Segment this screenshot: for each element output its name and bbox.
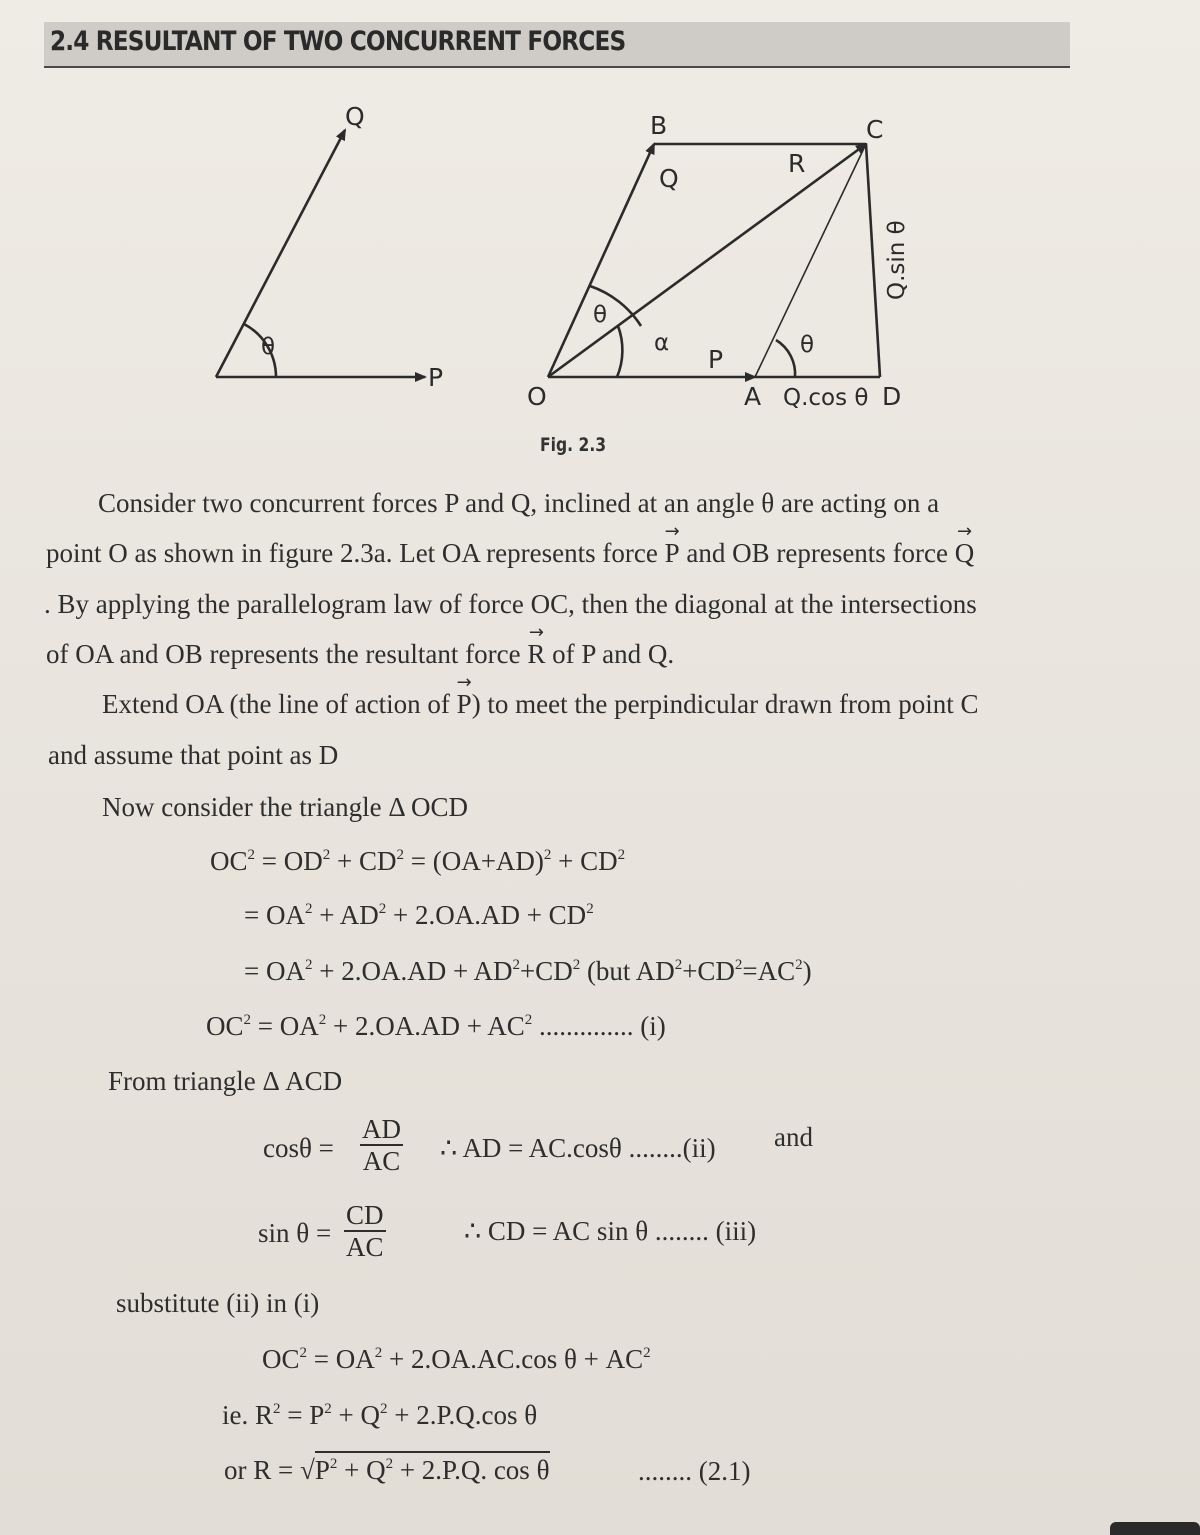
exponent: 2 bbox=[322, 847, 331, 863]
exponent: 2 bbox=[524, 1012, 533, 1028]
cos-rhs: ∴ AD = AC.cosθ ........(ii) bbox=[440, 1133, 716, 1163]
alpha-label: α bbox=[654, 330, 670, 356]
sqrt-symbol: √ bbox=[299, 1455, 315, 1485]
equation-4 bbox=[206, 1011, 666, 1042]
denominator: AC bbox=[362, 1146, 401, 1176]
left-q-vector bbox=[216, 130, 345, 377]
exponent: 2 bbox=[734, 957, 743, 973]
term: + AD bbox=[312, 900, 379, 930]
cos-and: and bbox=[774, 1122, 813, 1152]
exponent: 2 bbox=[543, 847, 552, 863]
q-sin-label: Q.sin θ bbox=[884, 220, 910, 300]
exponent: 2 bbox=[643, 1345, 651, 1361]
page-tab bbox=[1110, 1522, 1200, 1535]
r-label: R bbox=[788, 149, 806, 178]
para1-line4 bbox=[46, 639, 674, 670]
exponent: 2 bbox=[299, 1345, 308, 1361]
d-label: D bbox=[882, 382, 902, 411]
text: and OB represents force bbox=[679, 538, 955, 568]
text: Extend OA (the line of action of bbox=[102, 689, 457, 719]
term: (but AD bbox=[580, 956, 675, 986]
sin-rhs: ∴ CD = AC sin θ ........ (iii) bbox=[464, 1216, 757, 1246]
para1-line1: Consider two concurrent forces P and Q, inclined at an angle θ are acting on a bbox=[98, 488, 940, 518]
section-title: 2.4 RESULTANT OF TWO CONCURRENT FORCES bbox=[50, 26, 626, 57]
figure-caption: Fig. 2.3 bbox=[540, 434, 607, 456]
q-label: Q bbox=[659, 164, 679, 193]
a-label: A bbox=[744, 382, 762, 411]
para2-line2: and assume that point as D bbox=[48, 740, 339, 770]
para2-line1 bbox=[102, 689, 979, 720]
exponent: 2 bbox=[318, 1012, 327, 1028]
term: OC bbox=[206, 1011, 244, 1041]
term: + 2.P.Q.cos θ bbox=[387, 1400, 538, 1430]
term: =AC bbox=[742, 956, 796, 986]
left-p-label: P bbox=[428, 363, 444, 392]
exponent: 2 bbox=[385, 1456, 394, 1472]
sin-fraction bbox=[344, 1200, 386, 1262]
sin-lhs: sin θ = bbox=[258, 1218, 332, 1248]
term: + 2.OA.AD + CD bbox=[386, 900, 587, 930]
para3: Now consider the triangle Δ OCD bbox=[102, 792, 469, 822]
equation-ref: ........ (2.1) bbox=[638, 1456, 751, 1486]
term: .............. (i) bbox=[532, 1011, 666, 1041]
cd-perpendicular bbox=[866, 144, 880, 377]
alpha-arc bbox=[617, 326, 622, 377]
term: ie. R bbox=[222, 1400, 273, 1430]
exponent: 2 bbox=[329, 1456, 338, 1472]
term: = OD bbox=[255, 846, 323, 876]
term: + Q bbox=[331, 1400, 380, 1430]
denominator: AC bbox=[346, 1232, 384, 1262]
theta-top-label: θ bbox=[593, 302, 608, 328]
equation-3 bbox=[244, 956, 812, 987]
term: + 2.OA.AD + AD bbox=[312, 956, 513, 986]
vector-r: → R bbox=[527, 639, 545, 670]
term: = OA bbox=[307, 1344, 375, 1374]
vector-p: → P bbox=[457, 689, 472, 720]
term: OC bbox=[210, 846, 248, 876]
term: = (OA+AD) bbox=[403, 846, 544, 876]
term: = OA bbox=[244, 956, 305, 986]
vector-p: → P bbox=[665, 538, 680, 569]
exponent: 2 bbox=[273, 1401, 281, 1417]
exponent: 2 bbox=[795, 957, 803, 973]
exponent: 2 bbox=[617, 847, 626, 863]
exponent: 2 bbox=[378, 901, 387, 917]
term: + 2.OA.AD + AC bbox=[326, 1011, 525, 1041]
force-figure bbox=[0, 0, 1200, 470]
term: + 2.OA.AC.cos θ + AC bbox=[382, 1344, 644, 1374]
term: = OA bbox=[251, 1011, 319, 1041]
o-label: O bbox=[527, 382, 547, 411]
equation-7 bbox=[224, 1455, 550, 1486]
term: ) bbox=[802, 956, 812, 986]
exponent: 2 bbox=[674, 957, 683, 973]
para1-line3: . By applying the parallelogram law of force OC, then the diagonal at the intersections bbox=[44, 589, 977, 619]
numerator: CD bbox=[346, 1200, 384, 1230]
para1-line2 bbox=[46, 538, 974, 569]
term: +CD bbox=[682, 956, 735, 986]
term: = OA bbox=[244, 900, 305, 930]
substitute-line: substitute (ii) in (i) bbox=[116, 1288, 320, 1318]
term: P bbox=[314, 1455, 330, 1485]
exponent: 2 bbox=[304, 901, 313, 917]
exponent: 2 bbox=[572, 957, 581, 973]
exponent: 2 bbox=[247, 847, 256, 863]
cos-lhs: cosθ = bbox=[263, 1133, 334, 1163]
vector-q: → Q bbox=[955, 538, 975, 569]
theta-a-label: θ bbox=[800, 332, 815, 358]
text: ) to meet the perpindicular drawn from point C bbox=[471, 689, 979, 719]
exponent: 2 bbox=[396, 847, 404, 863]
cos-fraction bbox=[360, 1114, 403, 1176]
numerator: AD bbox=[362, 1114, 401, 1144]
term: +CD bbox=[519, 956, 573, 986]
term: + CD bbox=[330, 846, 397, 876]
ob-vector bbox=[548, 144, 654, 377]
equation-2 bbox=[244, 900, 594, 931]
left-q-label: Q bbox=[345, 102, 365, 131]
from-triangle-acd: From triangle Δ ACD bbox=[108, 1066, 343, 1096]
term: + CD bbox=[551, 846, 618, 876]
equation-1 bbox=[210, 846, 625, 877]
term: + Q bbox=[337, 1455, 386, 1485]
text: point O as shown in figure 2.3a. Let OA represents force bbox=[46, 538, 665, 568]
p-label: P bbox=[708, 345, 724, 374]
exponent: 2 bbox=[586, 901, 594, 917]
sqrt-radicand bbox=[315, 1451, 550, 1485]
exponent: 2 bbox=[379, 1401, 388, 1417]
exponent: 2 bbox=[324, 1401, 332, 1417]
text: of P and Q. bbox=[545, 639, 675, 669]
equation-6 bbox=[222, 1400, 537, 1431]
text: of OA and OB represents the resultant force bbox=[46, 639, 528, 669]
exponent: 2 bbox=[243, 1012, 252, 1028]
term: OC bbox=[262, 1344, 300, 1374]
c-label: C bbox=[866, 115, 884, 144]
theta-arc-a bbox=[776, 340, 795, 377]
exponent: 2 bbox=[512, 957, 520, 973]
q-cos-label: Q.cos θ bbox=[783, 385, 869, 411]
b-label: B bbox=[650, 111, 668, 140]
oc-resultant bbox=[548, 144, 866, 377]
term: = P bbox=[280, 1400, 325, 1430]
equation-5 bbox=[262, 1344, 651, 1375]
term: or R = bbox=[224, 1455, 300, 1485]
term: + 2.P.Q. cos θ bbox=[393, 1455, 550, 1485]
exponent: 2 bbox=[304, 957, 313, 973]
left-theta-label: θ bbox=[261, 334, 276, 360]
exponent: 2 bbox=[374, 1345, 383, 1361]
